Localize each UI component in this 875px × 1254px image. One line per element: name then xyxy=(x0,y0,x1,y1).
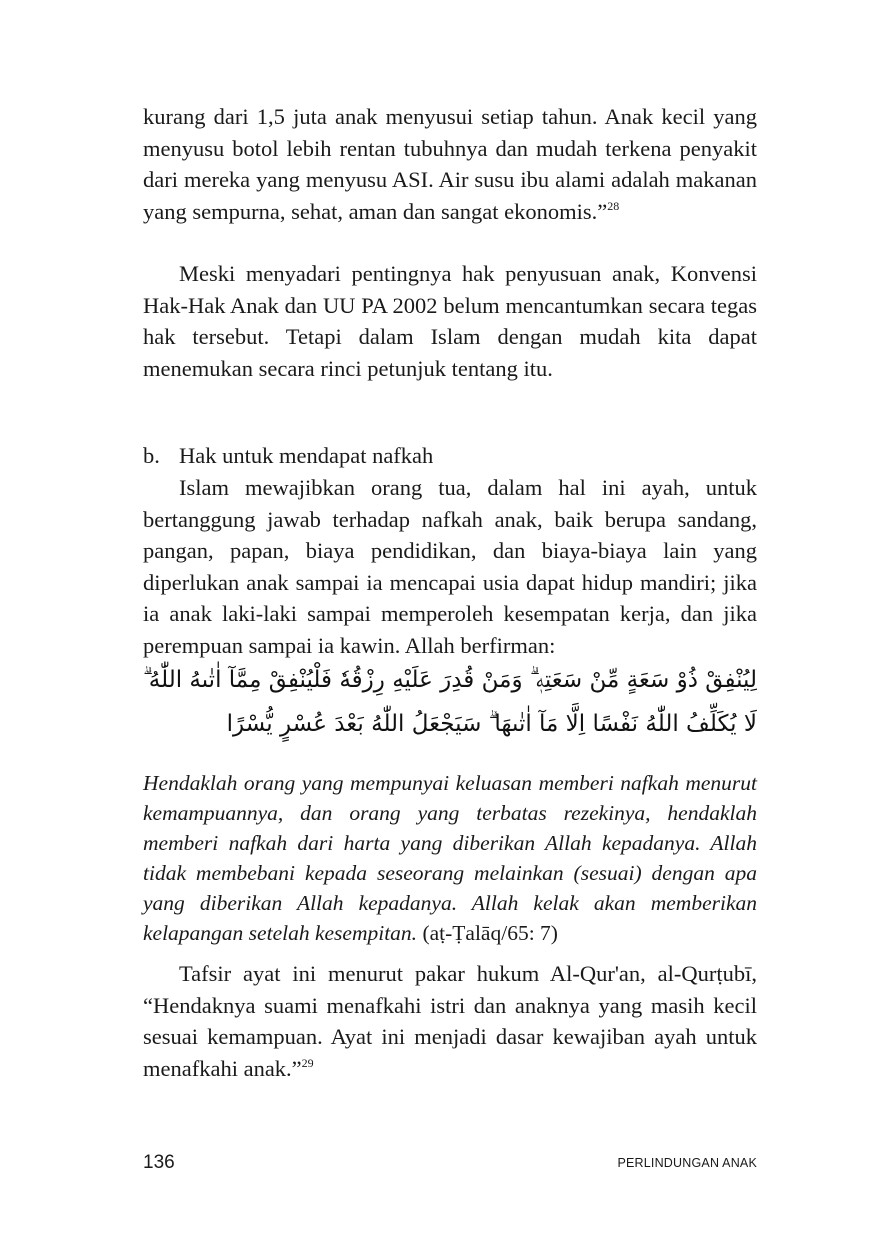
verse-translation xyxy=(143,768,757,948)
running-footer-title: PERLINDUNGAN ANAK xyxy=(617,1156,757,1170)
paragraph-text: Tafsir ayat ini menurut pakar hukum Al-Qur'an, al-Qurṭubī, “Hendaknya suami menafkahi istri dan anaknya yang masih kecil sesuai kemampuan. Ayat ini menjadi dasar kewajiban ayah untuk menafkahi anak.” xyxy=(143,961,757,1081)
paragraph-breastfeeding-quote xyxy=(143,101,757,227)
section-title: Hak untuk mendapat nafkah xyxy=(179,443,434,468)
list-marker: b. xyxy=(143,443,160,468)
verse-reference: (aṭ-Ṭalāq/65: 7) xyxy=(422,921,558,945)
section-heading xyxy=(143,440,433,472)
footnote-marker: 28 xyxy=(607,198,620,213)
paragraph-nafkah: Islam mewajibkan orang tua, dalam hal ini ayah, untuk bertanggung jawab terhadap nafkah anak, baik berupa sandang, pangan, papan, biaya pendidikan, dan biaya-biaya lain yang diperlukan anak sampai ia mencapai usia dapat hidup mandiri; jika ia anak laki-laki sampai memperoleh kesempatan kerja, dan jika perempuan sampai ia kawin. Allah berfirman: xyxy=(143,475,757,658)
paragraph-text: kurang dari 1,5 juta anak menyusui setiap tahun. Anak kecil yang menyusu botol lebih rentan tubuhnya dan mudah terkena penyakit dari mereka yang menyusu ASI. Air susu ibu alami adalah makanan yang sempurna, sehat, aman dan sangat ekonomis.” xyxy=(143,104,757,224)
paragraph-tafsir xyxy=(143,958,757,1084)
arabic-verse: لِيُنْفِقْ ذُوْ سَعَةٍ مِّنْ سَعَتِهٖ ۗ وَمَنْ قُدِرَ عَلَيْهِ رِزْقُهٗ فَلْيُنْفِقْ مِمَّآ اٰتٰىهُ اللّٰهُ ۗ لَا يُكَلِّفُ اللّٰهُ نَفْسًا اِلَّا مَآ اٰتٰىهَا ۗ سَيَجْعَلُ اللّٰهُ بَعْدَ عُسْرٍ يُّسْرًا xyxy=(143,667,757,737)
page-number: 136 xyxy=(143,1152,175,1173)
paragraph-convention: Meski menyadari pentingnya hak penyusuan anak, Konvensi Hak-Hak Anak dan UU PA 2002 belum mencantumkan secara tegas hak tersebut. Tetapi dalam Islam dengan mudah kita dapat menemukan secara rinci petunjuk tentang itu. xyxy=(143,261,757,381)
footnote-marker: 29 xyxy=(301,1055,314,1070)
translation-text: Hendaklah orang yang mempunyai keluasan memberi nafkah menurut kemampuannya, dan orang yang terbatas rezekinya, hendaklah memberi nafkah dari harta yang diberikan Allah kepadanya. Allah tidak membebani kepada seseorang melainkan (sesuai) dengan apa yang diberikan Allah kepadanya. Allah kelak akan memberikan kelapangan setelah kesempitan. xyxy=(143,771,757,945)
